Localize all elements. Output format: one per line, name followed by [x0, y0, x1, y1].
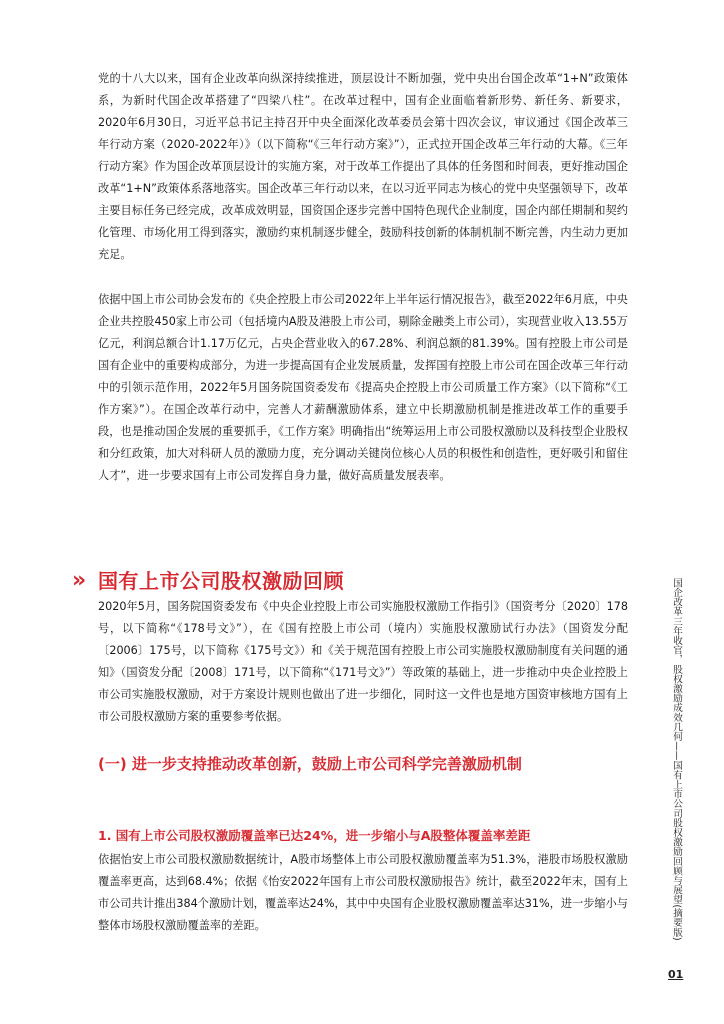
page-number: 01 [668, 968, 684, 981]
running-title-vertical: 国企改革三年收官，股权激励成效几何——国有上市公司股权激励回顾与展望(摘要版) [671, 578, 682, 941]
subsection-paragraph: 依据怡安上市公司股权激励数据统计，A股市场整体上市公司股权激励覆盖率为51.3%，港股市场股权激励覆盖率更高，达到68.4%；依据《怡安2022年国有上市公司股权激励报告》统计，截至2022年末，国有上市公司共计推出384个激励计划，覆盖率达24%，其中中央国有企业股权激励覆盖率达31%，进一步缩小与整体市场股权激励覆盖率的差距。 [98, 853, 628, 932]
subsubsection-title: 1. 国有上市公司股权激励覆盖率已达24%，进一步缩小与A股整体覆盖率差距 [98, 828, 531, 843]
subsection-title: (一) 进一步支持推动改革创新，鼓励上市公司科学完善激励机制 [98, 755, 522, 773]
chevron-right-icon: » [72, 568, 87, 593]
intro-paragraph-2: 依据中国上市公司协会发布的《央企控股上市公司2022年上半年运行情况报告》，截至2022年6月底，中央企业共控股450家上市公司（包括境内A股及港股上市公司，剔除金融类上市公司），实现营业收入13.55万亿元，利润总额合计1.17万亿元，占央企营业收入的67.28%、利润总额的81.39%。国有控股上市公司是国有企业中的重要构成部分，为进一步提高国有企业发展质量，发挥国有控股上市公司在国企改革三年行动中的引领示范作用，2022年5月国务院国资委发布《提高央企控股上市公司质量工作方案》（以下简称“《工作方案》”）。在国企改革行动中，完善人才薪酬激励体系，建立中长期激励机制是推进改革工作的重要手段，也是推动国企发展的重要抓手，《工作方案》明确指出“统筹运用上市公司股权激励以及科技型企业股权和分红政策，加大对科研人员的激励力度，充分调动关键岗位核心人员的积极性和创造性，更好吸引和留住人才”，进一步要求国有上市公司发挥自身力量，做好高质量发展表率。 [98, 293, 628, 482]
section-paragraph: 2020年5月，国务院国资委发布《中央企业控股上市公司实施股权激励工作指引》（国资考分〔2020〕178号，以下简称“《178号文》”），在《国有控股上市公司（境内）实施股权激励试行办法》（国资发分配〔2006〕175号，以下简称《175号文》）和《关于规范国有控股上市公司实施股权激励制度有关问题的通知》（国资发分配〔2008〕171号，以下简称“《171号文》”）等政策的基础上，进一步推动中央企业控股上市公司实施股权激励，对于方案设计规则也做出了进一步细化，同时这一文件也是地方国资审核地方国有上市公司股权激励方案的重要参考依据。 [98, 600, 628, 723]
intro-paragraph-1: 党的十八大以来，国有企业改革向纵深持续推进，顶层设计不断加强，党中央出台国企改革“1+N”政策体系，为新时代国企改革搭建了“四梁八柱”。在改革过程中，国有企业面临着新形势、新任务、新要求，2020年6月30日，习近平总书记主持召开中央全面深化改革委员会第十四次会议，审议通过《国企改革三年行动方案（2020-2022年）》（以下简称“《三年行动方案》”），正式拉开国企改革三年行动的大幕。《三年行动方案》作为国企改革顶层设计的实施方案，对于改革工作提出了具体的任务图和时间表，更好推动国企改革“1+N”政策体系落地落实。国企改革三年行动以来，在以习近平同志为核心的党中央坚强领导下，改革主要目标任务已经完成，改革成效明显，国资国企逐步完善中国特色现代企业制度，国企内部任期制和契约化管理、市场化用工得到落实，激励约束机制逐步健全，鼓励科技创新的体制机制不断完善，内生动力更加充足。 [98, 72, 628, 261]
section-title: 国有上市公司股权激励回顾 [98, 569, 344, 593]
